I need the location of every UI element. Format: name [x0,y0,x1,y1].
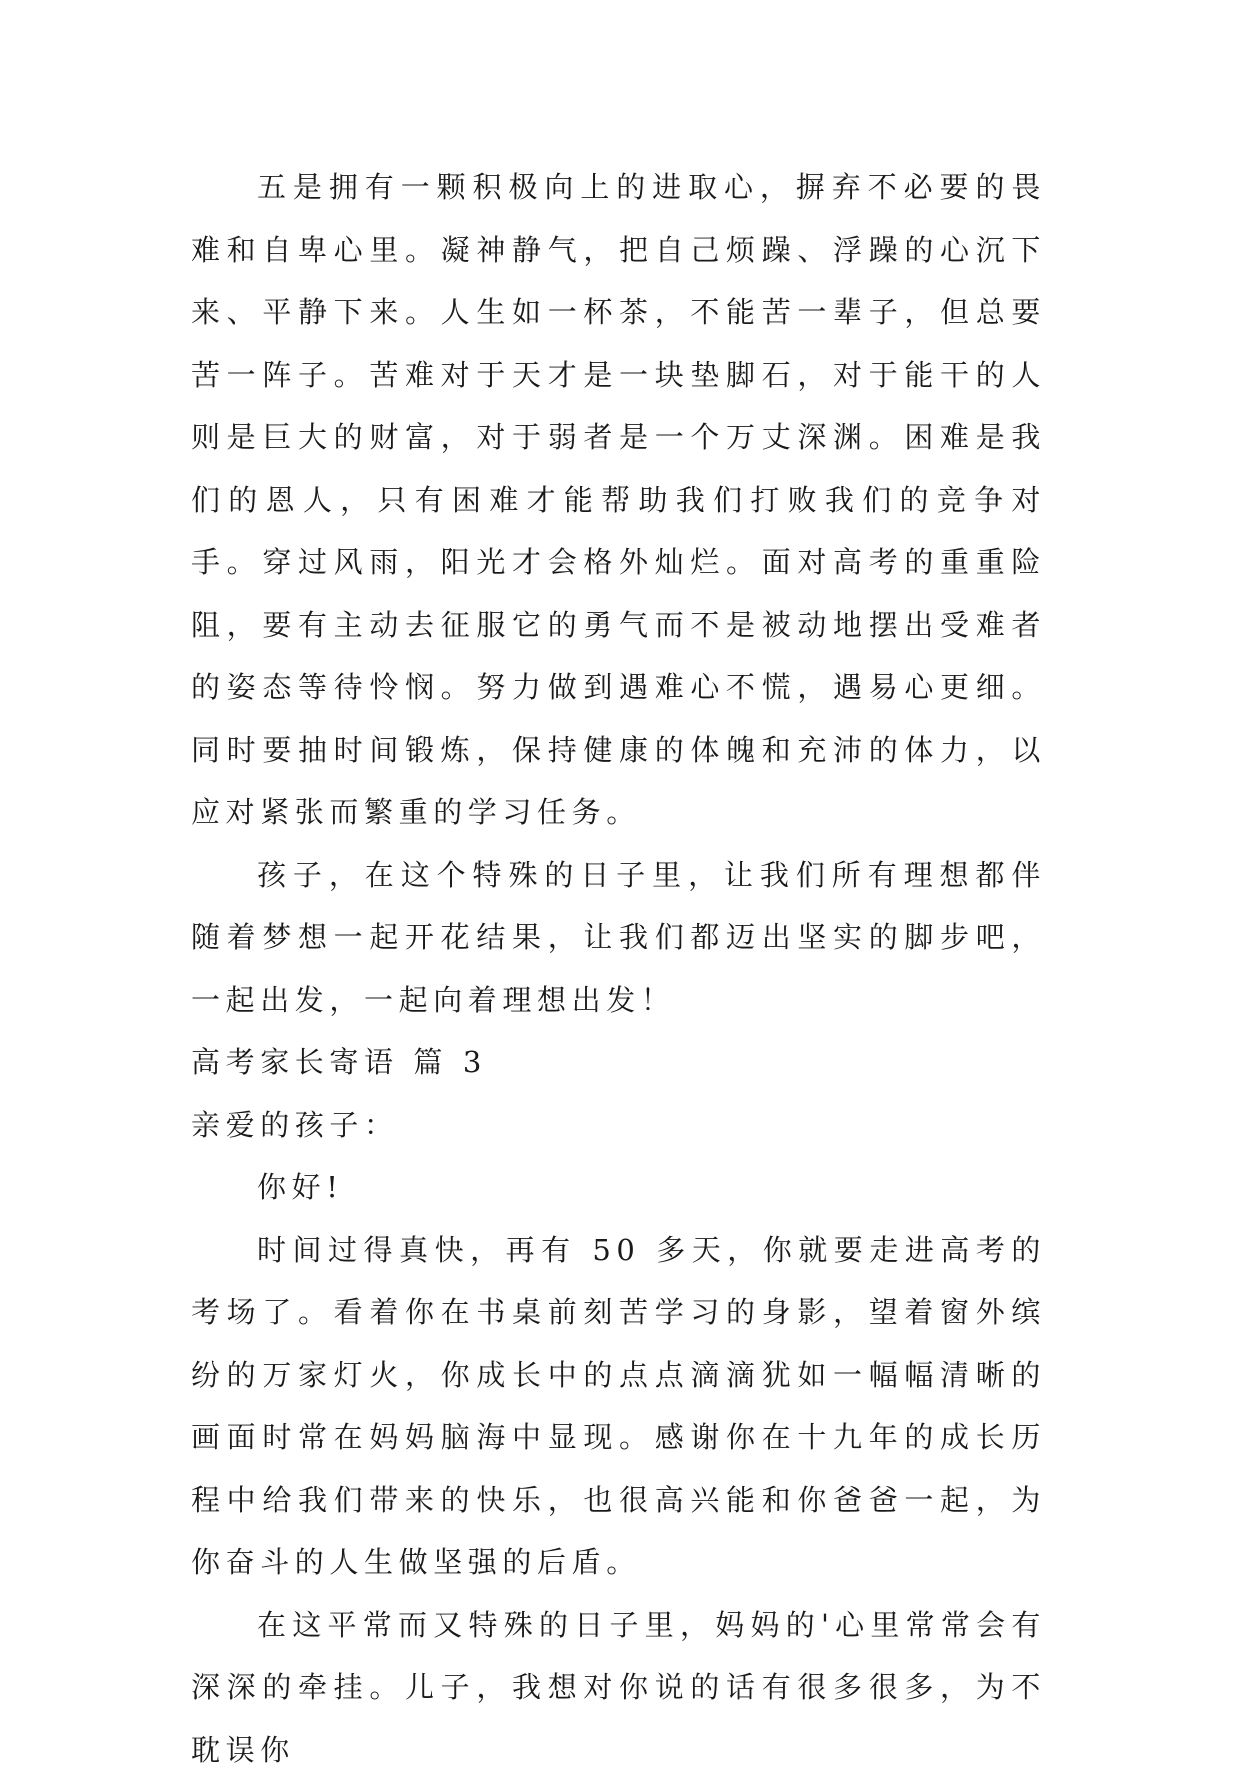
body-paragraph: 孩子，在这个特殊的日子里，让我们所有理想都伴随着梦想一起开花结果，让我们都迈出坚实的脚步吧，一起出发，一起向着理想出发！ [191,844,1046,1032]
body-paragraph: 在这平常而又特殊的日子里，妈妈的'心里常常会有深深的牵挂。儿子，我想对你说的话有很多很多，为不耽误你 [191,1594,1046,1781]
section-heading: 高考家长寄语 篇 3 [191,1031,1046,1094]
letter-greeting: 你好! [191,1156,1046,1219]
letter-salutation: 亲爱的孩子： [191,1094,1046,1157]
body-paragraph: 时间过得真快，再有 50 多天，你就要走进高考的考场了。看着你在书桌前刻苦学习的身影，望着窗外缤纷的万家灯火，你成长中的点点滴滴犹如一幅幅清晰的画面时常在妈妈脑海中显现。感谢你在十九年的成长历程中给我们带来的快乐，也很高兴能和你爸爸一起，为你奋斗的人生做坚强的后盾。 [191,1219,1046,1594]
document-body [191,156,1046,1781]
body-paragraph: 五是拥有一颗积极向上的进取心，摒弃不必要的畏难和自卑心里。凝神静气，把自己烦躁、浮躁的心沉下来、平静下来。人生如一杯茶，不能苦一辈子，但总要苦一阵子。苦难对于天才是一块垫脚石，对于能干的人则是巨大的财富，对于弱者是一个万丈深渊。困难是我们的恩人，只有困难才能帮助我们打败我们的竞争对手。穿过风雨，阳光才会格外灿烂。面对高考的重重险阻，要有主动去征服它的勇气而不是被动地摆出受难者的姿态等待怜悯。努力做到遇难心不慌，遇易心更细。同时要抽时间锻炼，保持健康的体魄和充沛的体力，以应对紧张而繁重的学习任务。 [191,156,1046,844]
